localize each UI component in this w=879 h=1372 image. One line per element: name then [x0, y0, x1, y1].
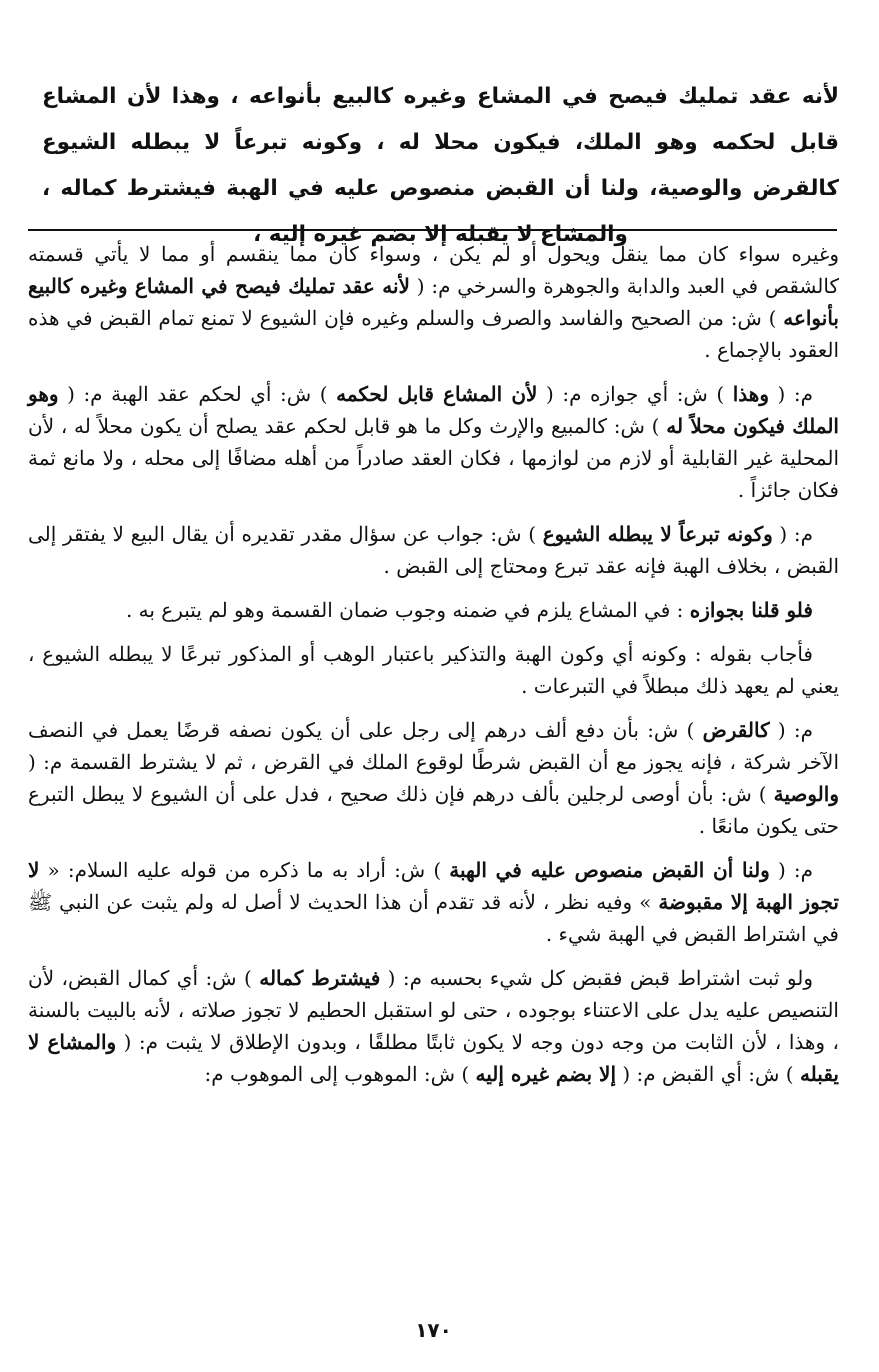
quoted-matn-segment: وهذا: [732, 382, 770, 406]
commentary-paragraph: [28, 854, 839, 950]
quoted-matn-segment: فلو قلنا بجوازه: [689, 598, 813, 622]
quoted-matn-segment: إلا بضم غيره إليه: [475, 1062, 617, 1086]
document-page: [28, 0, 839, 1372]
sharh-segment: » وفيه نظر ، لأنه قد تقدم أن هذا الحديث لا أصل له ولم يثبت عن النبي ﷺ في اشتراط القبض في الهبة شيء .: [28, 890, 839, 946]
commentary-paragraph: [28, 638, 839, 702]
sharh-segment: ) ش: أراد به ما ذكره من قوله عليه السلام: «: [39, 858, 450, 882]
page-number: ١٧٠: [415, 1318, 452, 1342]
quoted-matn-segment: لأن المشاع قابل لحكمه: [336, 382, 538, 406]
matn-text: لأنه عقد تمليك فيصح في المشاع وغيره كالبيع بأنواعه ، وهذا لأن المشاع قابل لحكمه وهو الملك، فيكون محلا له ، وكونه تبرعاً لا يبطله الشيوع كالقرض والوصية، ولنا أن القبض منصوص عليه في الهبة فيشترط كماله ، والمشاع لا يقبله إلا بضم غيره إليه ،: [42, 84, 839, 247]
sharh-segment: ) ش: أي لحكم عقد الهبة م: (: [58, 382, 337, 406]
quoted-matn-segment: لا تجوز الهبة إلا مقبوضة: [28, 858, 839, 914]
sharh-segment: وغيره سواء كان مما ينقل ويحول أو لم يكن ، وسواء كان مما ينقسم أو مما لا يأتي قسمته كالشقص في العبد والدابة والجوهرة والسرخي م: (: [28, 242, 839, 298]
commentary: [28, 238, 839, 1102]
quoted-matn-segment: كالقرض: [702, 718, 770, 742]
commentary-paragraph: [28, 518, 839, 582]
sharh-segment: م: (: [769, 858, 814, 882]
quoted-matn-segment: وهو الملك فيكون محلاً له: [28, 382, 839, 438]
sharh-segment: ) ش: الموهوب إلى الموهوب م:: [204, 1062, 476, 1086]
sharh-segment: ولو ثبت اشتراط قبض فقبض كل شيء بحسبه م: (: [380, 966, 814, 990]
sharh-segment: : في المشاع يلزم في ضمنه وجوب ضمان القسمة وهو لم يتبرع به .: [125, 598, 690, 622]
sharh-segment: م: (: [772, 522, 814, 546]
commentary-paragraph: [28, 714, 839, 842]
quoted-matn-segment: لأنه عقد تمليك فيصح في المشاع وغيره كالبيع بأنواعه: [28, 274, 839, 330]
sharh-segment: ) ش: بأن أوصى لرجلين بألف درهم فإن ذلك صحيح ، فدل على أن الشيوع لا يبطل التبرع حتى يكون مانعًا .: [28, 782, 839, 838]
sharh-segment: ) ش: كالمبيع والإرث وكل ما هو قابل لحكم عقد يصلح أن يكون محلاً له ، لأن المحلية غير القابلية أو لازم من لوازمها ، فكان العقد صادراً من أهله مضافًا إلى محله ، ولا مانع ثمة فكان جائزاً .: [28, 414, 839, 502]
commentary-paragraph: [28, 378, 839, 506]
commentary-paragraph: [28, 594, 839, 626]
sharh-segment: ) ش: أي جوازه م: (: [537, 382, 733, 406]
quoted-matn-segment: والوصية: [773, 782, 839, 806]
commentary-paragraph: [28, 962, 839, 1090]
sharh-segment: م: (: [769, 382, 814, 406]
sharh-segment: ) ش: أي القبض م: (: [616, 1062, 800, 1086]
sharh-segment: ) ش: جواب عن سؤال مقدر تقديره أن يقال البيع لا يفتقر إلى القبض ، بخلاف الهبة فإنه عقد تبرع ومحتاج إلى القبض .: [28, 522, 839, 578]
quoted-matn-segment: والمشاع لا يقبله: [28, 1030, 839, 1086]
separator-rule: [28, 229, 837, 231]
sharh-segment: م: (: [769, 718, 814, 742]
sharh-segment: ) ش: أي كمال القبض، لأن التنصيص عليه يدل على الاعتناء بوجوده ، حتى لو استقبل الحطيم لا تجوز صلاته ، لأنه بالبيت بالسنة ، وهذا ، لأن الثابت من وجه دون وجه لا يكون ثابتًا مطلقًا ، وبدون الإطلاق لا يثبت م: (: [28, 966, 840, 1054]
sharh-segment: فأجاب بقوله : وكونه أي وكون الهبة والتذكير باعتبار الوهب أو المذكور تبرعًا لا يبطله الشيوع ، يعني لم يعهد ذلك مبطلاً في التبرعات .: [28, 642, 839, 698]
commentary-paragraph: [28, 238, 839, 366]
quoted-matn-segment: ولنا أن القبض منصوص عليه في الهبة: [449, 858, 770, 882]
sharh-segment: ) ش: من الصحيح والفاسد والصرف والسلم وغيره فإن الشيوع لا تمنع تمام القبض في هذه العقود بالإجماع .: [28, 306, 839, 362]
quoted-matn-segment: فيشترط كماله: [259, 966, 381, 990]
sharh-segment: ) ش: بأن دفع ألف درهم إلى رجل على أن يكون نصفه قرضًا يعمل في النصف الآخر شركة ، فإنه يجوز مع أن القبض شرطًا لوقوع الملك في القرض ، ثم لا يشترط القسمة م: (: [28, 718, 839, 774]
quoted-matn-segment: وكونه تبرعاً لا يبطله الشيوع: [542, 522, 773, 546]
